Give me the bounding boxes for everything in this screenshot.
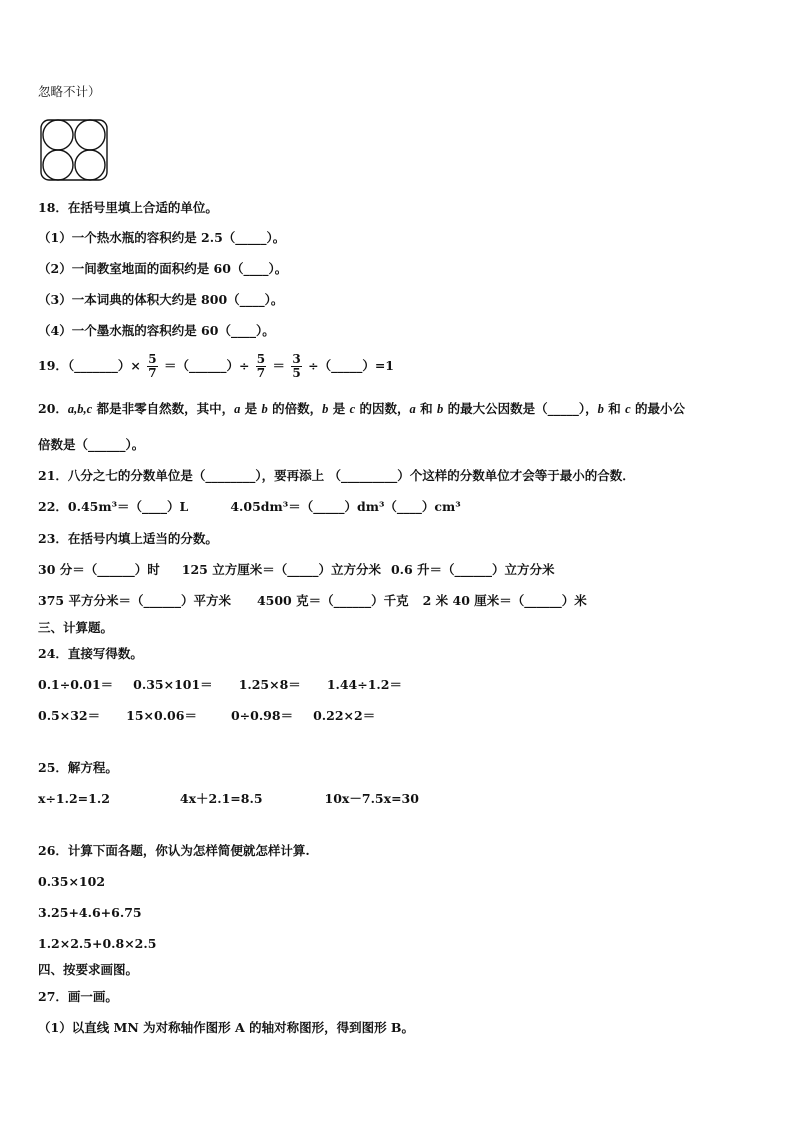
- q18-item-2: （2）一间教室地面的面积约是 60（____）。: [38, 261, 288, 276]
- section-3-heading: 三、计算题。: [38, 620, 114, 635]
- q18-item-4: （4）一个墨水瓶的容积约是 60（____）。: [38, 323, 275, 338]
- q18-item-3: （3）一本词典的体积大约是 800（____）。: [38, 292, 284, 307]
- q25-equations: x÷1.2=1.2 4x＋2.1=8.5 10x－7.5x=30: [38, 791, 419, 806]
- q19: [38, 352, 394, 380]
- q19-fraction-1: $\frac{5}{7}$: [148, 352, 157, 380]
- q26-item-3: 1.2×2.5+0.8×2.5: [38, 936, 157, 951]
- q27-title: 27．画一画。: [38, 989, 118, 1004]
- q24-row-2: 0.5×32＝ 15×0.06＝ 0÷0.98＝ 0.22×2＝: [38, 708, 376, 723]
- q18-item-1: （1）一个热水瓶的容积约是 2.5（_____）。: [38, 230, 286, 245]
- q24-title: 24．直接写得数。: [38, 646, 143, 661]
- top-note: 忽略不计）: [38, 84, 101, 99]
- q20-line-1: 20．a,b,c 都是非零自然数，其中，a 是 b 的倍数，b 是 c 的因数，a 和 b 的最大公因数是（_____），b 和 c 的最小公: [38, 401, 686, 416]
- q18-title: 18．在括号里填上合适的单位。: [38, 200, 218, 215]
- section-4-heading: 四、按要求画图。: [38, 962, 139, 977]
- q26-item-2: 3.25+4.6+6.75: [38, 905, 142, 920]
- q26-item-1: 0.35×102: [38, 874, 106, 889]
- q19-mid-2: ＝: [272, 358, 286, 373]
- q22: 22．0.45m³＝（____）L 4.05dm³＝（_____）dm³（____）cm³: [38, 499, 461, 514]
- q19-suffix: ÷（_____）=1: [308, 358, 395, 373]
- q19-prefix: 19．（_______）×: [38, 358, 141, 373]
- q19-fraction-3: $\frac{3}{5}$: [292, 352, 301, 380]
- q23-title: 23．在括号内填上适当的分数。: [38, 531, 218, 546]
- four-circles-figure: [38, 116, 110, 182]
- q21: 21．八分之七的分数单位是（________），要再添上 （_________）个这样的分数单位才会等于最小的合数．: [38, 468, 635, 483]
- q25-title: 25．解方程。: [38, 760, 118, 775]
- q26-title: 26．计算下面各题，你认为怎样简便就怎样计算.: [38, 843, 310, 858]
- q24-row-1: 0.1÷0.01＝ 0.35×101＝ 1.25×8＝ 1.44÷1.2＝: [38, 677, 402, 692]
- q19-fraction-2: $\frac{5}{7}$: [256, 352, 266, 380]
- q27-item-1: （1）以直线 MN 为对称轴作图形 A 的轴对称图形，得到图形 B。: [38, 1020, 414, 1035]
- q23-row-2: 375 平方分米＝（______）平方米 4500 克＝（______）千克 2 米 40 厘米＝（______）米: [38, 593, 587, 608]
- q19-mid-1: ＝（______）÷: [163, 358, 250, 373]
- q23-row-1: 30 分＝（______）时 125 立方厘米＝（_____）立方分米 0.6 升＝（______）立方分米: [38, 562, 555, 577]
- q20-line-2: 倍数是（______）。: [38, 437, 145, 452]
